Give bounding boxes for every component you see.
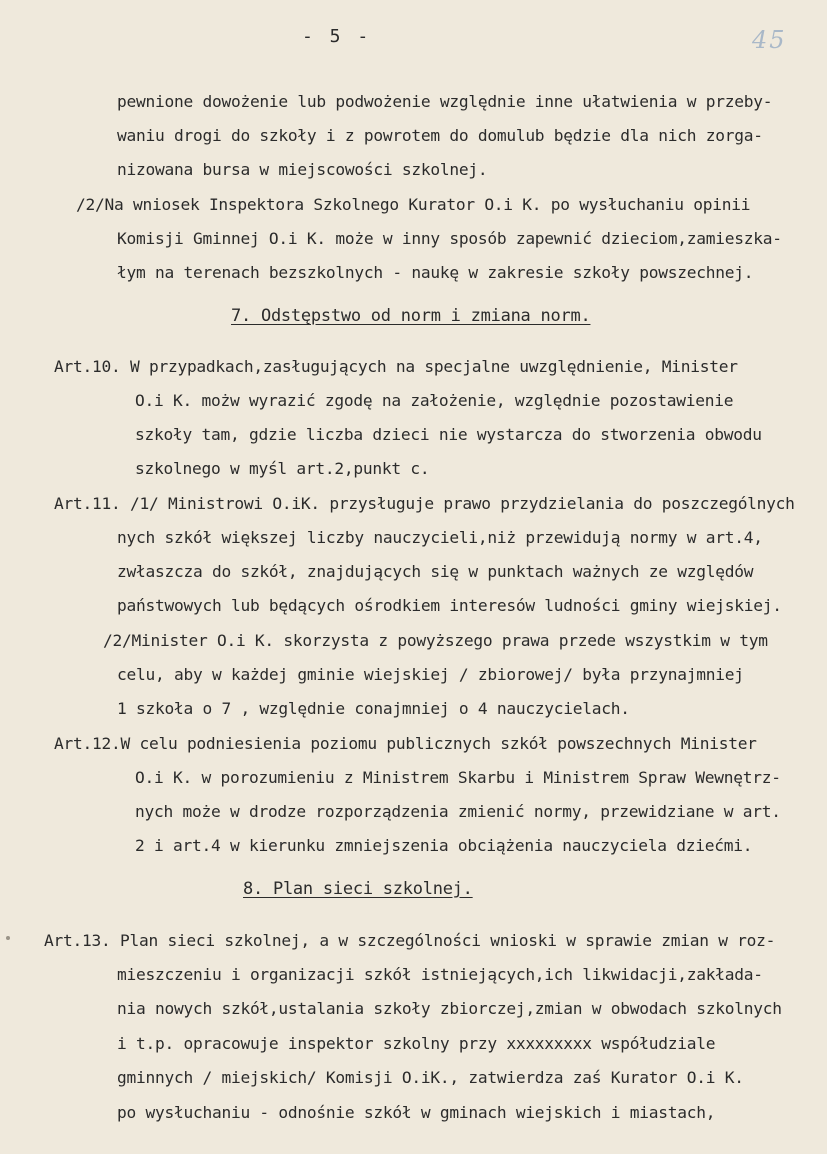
article-13-line: Art.13. Plan sieci szkolnej, a w szczególności wnioski w sprawie zmian w roz- bbox=[44, 931, 776, 950]
text-line: po wysłuchaniu - odnośnie szkół w gminach wiejskich i miastach, bbox=[117, 1103, 716, 1122]
text-line: /2/Na wniosek Inspektora Szkolnego Kurator O.i K. po wysłuchaniu opinii bbox=[76, 195, 751, 214]
text-line: pewnione dowożenie lub podwożenie względnie inne ułatwienia w przeby- bbox=[117, 92, 773, 111]
text-line: nych może w drodze rozporządzenia zmienić normy, przewidziane w art. bbox=[135, 802, 781, 821]
text-line: mieszczeniu i organizacji szkół istniejących,ich likwidacji,zakłada- bbox=[117, 965, 763, 984]
text-line: szkoły tam, gdzie liczba dzieci nie wystarcza do stworzenia obwodu bbox=[135, 425, 762, 444]
text-line: 2 i art.4 w kierunku zmniejszenia obciążenia nauczyciela dziećmi. bbox=[135, 836, 753, 855]
paper-speck bbox=[6, 936, 10, 940]
text-line: Komisji Gminnej O.i K. może w inny sposób zapewnić dzieciom,zamieszka- bbox=[117, 229, 782, 248]
text-line: O.i K. w porozumieniu z Ministrem Skarbu i Ministrem Spraw Wewnętrz- bbox=[135, 768, 781, 787]
section-heading-7: 7. Odstępstwo od norm i zmiana norm. bbox=[231, 306, 591, 326]
article-11-line: Art.11. /1/ Ministrowi O.iK. przysługuje prawo przydzielania do poszczególnych bbox=[54, 494, 795, 513]
text-line: nia nowych szkół,ustalania szkoły zbiorczej,zmian w obwodach szkolnych bbox=[117, 999, 782, 1018]
text-line: 1 szkoła o 7 , względnie conajmniej o 4 nauczycielach. bbox=[117, 699, 630, 718]
text-line: państwowych lub będących ośrodkiem interesów ludności gminy wiejskiej. bbox=[117, 596, 782, 615]
text-line: /2/Minister O.i K. skorzysta z powyższego prawa przede wszystkim w tym bbox=[103, 631, 768, 650]
text-line: celu, aby w każdej gminie wiejskiej / zbiorowej/ była przynajmniej bbox=[117, 665, 744, 684]
text-line: szkolnego w myśl art.2,punkt c. bbox=[135, 459, 430, 478]
text-line: nizowana bursa w miejscowości szkolnej. bbox=[117, 160, 488, 179]
text-line: zwłaszcza do szkół, znajdujących się w punktach ważnych ze względów bbox=[117, 562, 754, 581]
article-12-line: Art.12.W celu podniesienia poziomu publicznych szkół powszechnych Minister bbox=[54, 734, 757, 753]
folio-pencil-mark: 45 bbox=[752, 26, 787, 54]
text-line: O.i K. możw wyrazić zgodę na założenie, względnie pozostawienie bbox=[135, 391, 734, 410]
text-line: gminnych / miejskich/ Komisji O.iK., zatwierdza zaś Kurator O.i K. bbox=[117, 1068, 744, 1087]
text-line: waniu drogi do szkoły i z powrotem do domulub będzie dla nich zorga- bbox=[117, 126, 763, 145]
text-line: nych szkół większej liczby nauczycieli,niż przewidują normy w art.4, bbox=[117, 528, 763, 547]
section-heading-8: 8. Plan sieci szkolnej. bbox=[243, 879, 473, 899]
page-number: - 5 - bbox=[302, 26, 372, 47]
text-line: łym na terenach bezszkolnych - naukę w zakresie szkoły powszechnej. bbox=[117, 263, 754, 282]
text-line: i t.p. opracowuje inspektor szkolny przy xxxxxxxxx współudziale bbox=[117, 1034, 716, 1053]
article-10-line: Art.10. W przypadkach,zasługujących na specjalne uwzględnienie, Minister bbox=[54, 357, 738, 376]
